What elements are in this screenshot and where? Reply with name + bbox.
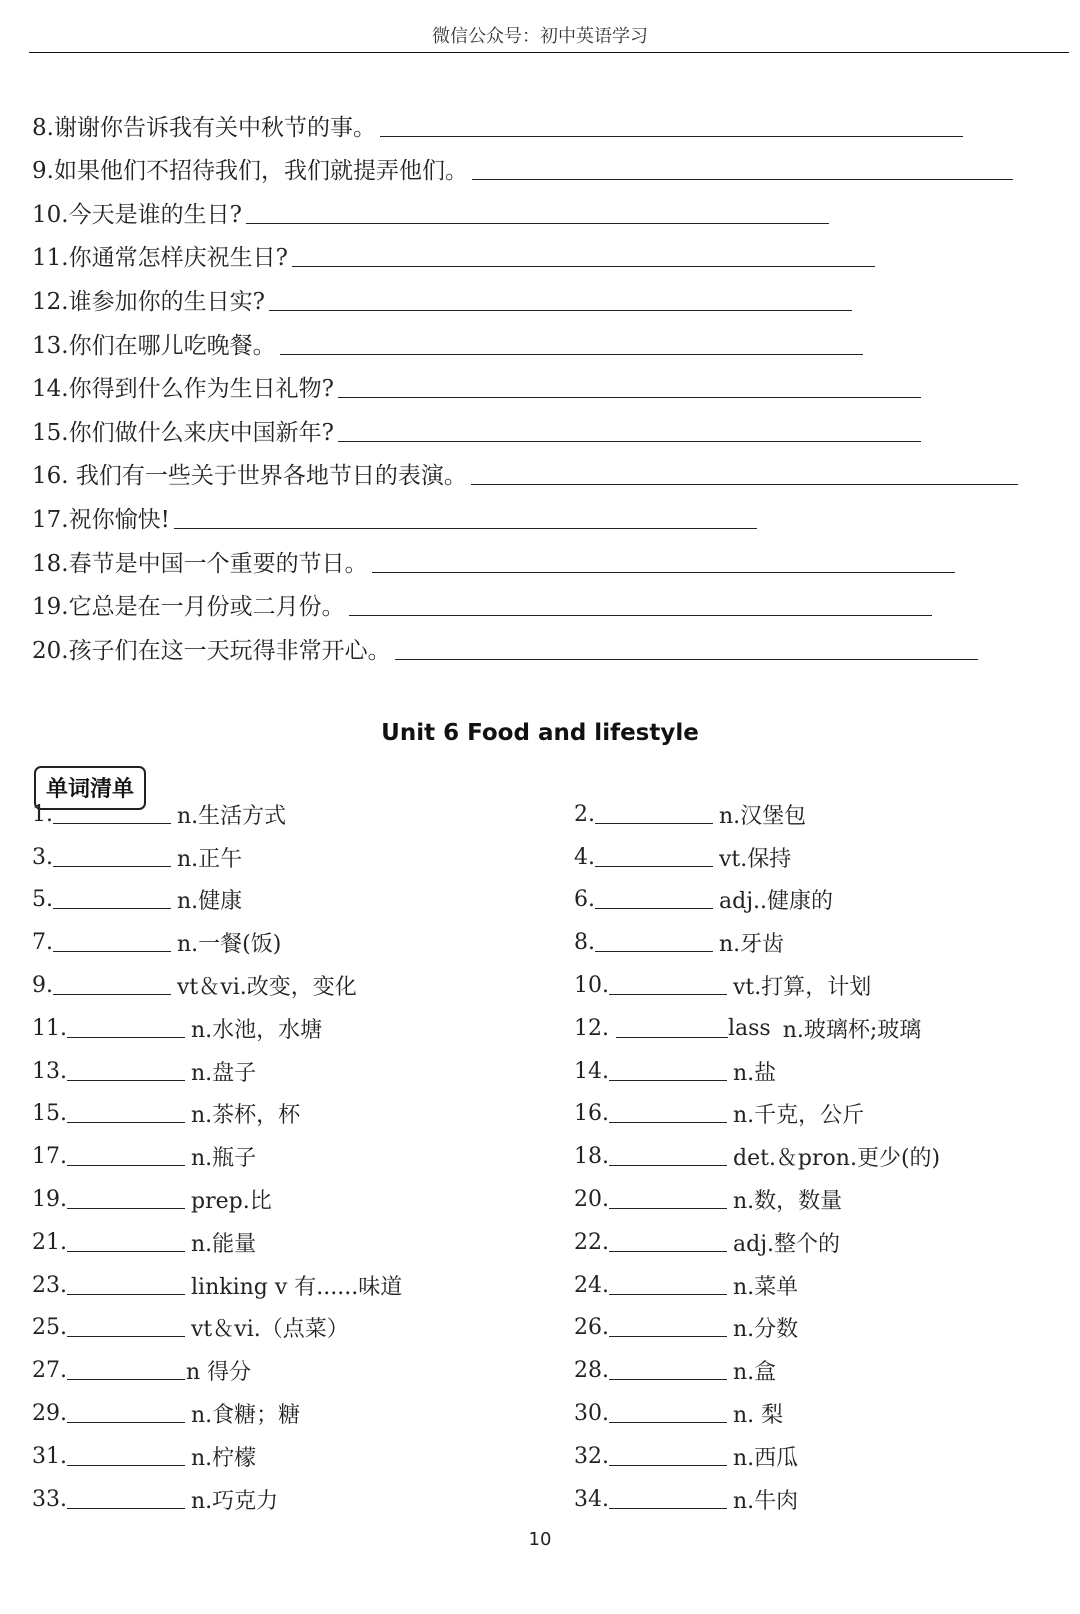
vocab-item: [574, 1349, 1080, 1392]
vocab-blank[interactable]: [67, 1208, 185, 1209]
vocab-blank[interactable]: [67, 1080, 185, 1081]
vocabulary-section-label: 单词清单: [34, 766, 146, 810]
vocab-blank[interactable]: [609, 1208, 727, 1209]
vocab-item: [574, 1264, 1080, 1307]
vocab-blank[interactable]: [67, 1251, 185, 1252]
vocab-number: 19.: [32, 1187, 67, 1213]
vocab-number: 7.: [32, 930, 53, 956]
vocab-blank[interactable]: [67, 1294, 185, 1295]
vocab-blank[interactable]: [595, 823, 713, 824]
vocab-blank[interactable]: [67, 1037, 185, 1038]
vocab-gloss: adj.整个的: [733, 1231, 841, 1257]
vocab-blank[interactable]: [609, 1251, 727, 1252]
sentence-item: [32, 490, 1072, 534]
vocab-blank[interactable]: [67, 1336, 185, 1337]
vocab-number: 27.: [32, 1358, 67, 1384]
vocab-number: 29.: [32, 1401, 67, 1427]
vocab-number: 11.: [32, 1015, 67, 1041]
sentence-item: [32, 272, 1072, 316]
vocab-number: 22.: [574, 1229, 609, 1255]
vocab-number: 8.: [574, 930, 595, 956]
vocab-item: [574, 1307, 1080, 1350]
vocab-blank[interactable]: [67, 1508, 185, 1509]
vocab-blank[interactable]: [609, 1465, 727, 1466]
vocab-number: 30.: [574, 1401, 609, 1427]
answer-blank[interactable]: [471, 484, 1018, 485]
vocab-gloss: linking v 有......味道: [191, 1274, 403, 1300]
vocab-item: [32, 1264, 552, 1307]
vocab-item: [574, 1478, 1080, 1521]
vocab-number: 18.: [574, 1144, 609, 1170]
vocab-item: [574, 964, 1080, 1007]
vocab-gloss: n.盐: [733, 1060, 777, 1086]
vocab-gloss: n.分数: [733, 1317, 799, 1343]
vocab-gloss: n.菜单: [733, 1274, 799, 1300]
answer-blank[interactable]: [338, 397, 921, 398]
vocab-blank[interactable]: [609, 1508, 727, 1509]
vocab-gloss: n 得分: [186, 1360, 252, 1386]
vocab-gloss: n.巧克力: [191, 1488, 279, 1514]
vocab-blank[interactable]: [616, 1037, 728, 1038]
vocab-item: [32, 836, 552, 879]
vocab-gloss: n.牙齿: [719, 932, 785, 958]
vocab-gloss: n.牛肉: [733, 1488, 799, 1514]
vocab-blank[interactable]: [609, 1294, 727, 1295]
vocab-item: [32, 1435, 552, 1478]
vocab-number: 34.: [574, 1486, 609, 1512]
sentence-item: [32, 229, 1072, 273]
vocab-blank[interactable]: [609, 1165, 727, 1166]
vocab-blank[interactable]: [609, 1122, 727, 1123]
sentence-text: 9.如果他们不招待我们，我们就提弄他们。: [32, 158, 468, 185]
vocab-item: [32, 879, 552, 922]
vocab-blank[interactable]: [67, 1379, 185, 1380]
vocab-item: [574, 793, 1080, 836]
vocab-blank[interactable]: [53, 866, 171, 867]
answer-blank[interactable]: [380, 136, 963, 137]
vocab-gloss: n.能量: [191, 1231, 257, 1257]
vocab-number: 32.: [574, 1443, 609, 1469]
vocab-item: [32, 1007, 552, 1050]
answer-blank[interactable]: [174, 528, 757, 529]
vocab-item: [32, 1307, 552, 1350]
vocab-gloss: n.生活方式: [177, 803, 287, 829]
sentence-text: 8.谢谢你告诉我有关中秋节的事。: [32, 114, 376, 141]
vocab-gloss: n.盒: [733, 1360, 777, 1386]
sentence-item: [32, 534, 1072, 578]
vocab-gloss: n.水池，水塘: [191, 1017, 323, 1043]
vocab-number: 28.: [574, 1358, 609, 1384]
vocab-number: 1.: [32, 801, 53, 827]
vocab-item: [32, 921, 552, 964]
vocab-blank[interactable]: [53, 908, 171, 909]
vocab-gloss: n.汉堡包: [719, 803, 807, 829]
vocab-gloss: vt.打算，计划: [733, 975, 872, 1001]
answer-blank[interactable]: [280, 354, 863, 355]
vocab-item: [574, 921, 1080, 964]
vocab-item: [32, 1135, 552, 1178]
vocab-gloss: n.柠檬: [191, 1445, 257, 1471]
sentence-item: [32, 142, 1072, 186]
sentence-text: 20.孩子们在这一天玩得非常开心。: [32, 637, 391, 664]
vocab-gloss: vt＆vi.（点菜）: [191, 1317, 349, 1343]
vocab-item: [574, 1135, 1080, 1178]
vocab-number: 23.: [32, 1272, 67, 1298]
vocab-blank[interactable]: [67, 1465, 185, 1466]
vocab-item: [32, 1093, 552, 1136]
vocab-number: 31.: [32, 1443, 67, 1469]
vocabulary-column-right: [574, 793, 1080, 1521]
sentence-text: 17.祝你愉快!: [32, 506, 170, 533]
vocab-gloss: n.正午: [177, 846, 243, 872]
vocab-item: [574, 1392, 1080, 1435]
vocab-word-suffix: lass: [727, 1015, 771, 1041]
vocab-number: 21.: [32, 1229, 67, 1255]
page-number: 10: [528, 1529, 552, 1550]
vocab-gloss: n.数，数量: [733, 1189, 843, 1215]
vocab-item: [574, 1178, 1080, 1221]
vocab-blank[interactable]: [609, 1080, 727, 1081]
vocab-number: 17.: [32, 1144, 67, 1170]
vocab-item: [32, 1221, 552, 1264]
vocab-number: 15.: [32, 1101, 67, 1127]
sentence-item: [32, 621, 1072, 665]
vocab-number: 2.: [574, 801, 595, 827]
sentence-text: 13.你们在哪儿吃晚餐。: [32, 332, 276, 359]
vocab-gloss: n. 梨: [733, 1403, 784, 1429]
sentence-text: 12.谁参加你的生日实?: [32, 288, 265, 315]
vocab-gloss: n.食糖；糖: [191, 1403, 301, 1429]
answer-blank[interactable]: [269, 310, 852, 311]
sentence-item: [32, 447, 1072, 491]
vocab-blank[interactable]: [595, 908, 713, 909]
vocab-gloss: n.一餐(饭): [177, 932, 282, 958]
answer-blank[interactable]: [338, 441, 921, 442]
vocab-blank[interactable]: [595, 951, 713, 952]
vocab-number: 12.: [574, 1015, 616, 1041]
vocab-gloss: n.健康: [177, 889, 243, 915]
sentence-text: 16. 我们有一些关于世界各地节日的表演。: [32, 463, 467, 490]
sentence-text: 10.今天是谁的生日?: [32, 201, 242, 228]
vocab-item: [32, 1050, 552, 1093]
vocab-number: 25.: [32, 1315, 67, 1341]
vocab-gloss: det.＆pron.更少(的): [733, 1146, 941, 1172]
sentence-text: 18.春节是中国一个重要的节日。: [32, 550, 368, 577]
vocab-number: 9.: [32, 973, 53, 999]
answer-blank[interactable]: [246, 223, 829, 224]
vocab-blank[interactable]: [53, 951, 171, 952]
sentence-item: [32, 185, 1072, 229]
vocab-blank[interactable]: [67, 1165, 185, 1166]
vocab-blank[interactable]: [53, 823, 171, 824]
answer-blank[interactable]: [395, 659, 978, 660]
vocab-item: [32, 793, 552, 836]
sentence-text: 15.你们做什么来庆中国新年?: [32, 419, 334, 446]
vocab-gloss: vt＆vi.改变，变化: [177, 975, 357, 1001]
sentence-text: 11.你通常怎样庆祝生日?: [32, 245, 288, 272]
sentence-text: 19.它总是在一月份或二月份。: [32, 594, 345, 621]
answer-blank[interactable]: [292, 266, 875, 267]
header-divider: [29, 52, 1069, 53]
answer-blank[interactable]: [372, 572, 955, 573]
vocab-blank[interactable]: [609, 994, 727, 995]
vocab-blank[interactable]: [595, 866, 713, 867]
vocab-number: 13.: [32, 1058, 67, 1084]
vocab-gloss: prep.比: [191, 1189, 272, 1215]
vocab-number: 16.: [574, 1101, 609, 1127]
vocab-number: 20.: [574, 1187, 609, 1213]
vocab-item: [32, 1178, 552, 1221]
vocab-blank[interactable]: [609, 1336, 727, 1337]
vocab-blank[interactable]: [53, 994, 171, 995]
vocab-gloss: vt.保持: [719, 846, 792, 872]
vocab-gloss: n.盘子: [191, 1060, 257, 1086]
vocab-item: [574, 1435, 1080, 1478]
vocab-number: 14.: [574, 1058, 609, 1084]
vocab-item: [32, 964, 552, 1007]
sentence-item: [32, 578, 1072, 622]
sentence-item: [32, 403, 1072, 447]
vocab-number: 26.: [574, 1315, 609, 1341]
vocab-gloss: adj..健康的: [719, 889, 834, 915]
vocab-item: [574, 1007, 1080, 1050]
vocab-number: 3.: [32, 844, 53, 870]
vocab-item: [32, 1349, 552, 1392]
sentence-item: [32, 316, 1072, 360]
vocab-item: [32, 1392, 552, 1435]
vocab-number: 6.: [574, 887, 595, 913]
vocab-blank[interactable]: [609, 1379, 727, 1380]
vocab-blank[interactable]: [609, 1422, 727, 1423]
vocab-item: [574, 1050, 1080, 1093]
vocab-number: 5.: [32, 887, 53, 913]
vocab-item: [32, 1478, 552, 1521]
vocab-gloss: n.玻璃杯;玻璃: [782, 1017, 922, 1043]
sentence-text: 14.你得到什么作为生日礼物?: [32, 376, 334, 403]
vocabulary-column-left: [32, 793, 552, 1521]
vocab-item: [574, 836, 1080, 879]
page-header: 微信公众号：初中英语学习: [432, 26, 648, 47]
vocab-number: 10.: [574, 973, 609, 999]
vocab-blank[interactable]: [67, 1422, 185, 1423]
vocab-item: [574, 879, 1080, 922]
answer-blank[interactable]: [349, 615, 932, 616]
translation-exercise: [32, 98, 1072, 665]
vocab-gloss: n.千克，公斤: [733, 1103, 865, 1129]
sentence-item: [32, 98, 1072, 142]
vocab-number: 24.: [574, 1272, 609, 1298]
vocab-item: [574, 1093, 1080, 1136]
vocab-number: 33.: [32, 1486, 67, 1512]
vocab-gloss: n.西瓜: [733, 1445, 799, 1471]
vocab-item: [574, 1221, 1080, 1264]
answer-blank[interactable]: [472, 179, 1013, 180]
vocab-number: 4.: [574, 844, 595, 870]
unit-title: Unit 6 Food and lifestyle: [381, 720, 699, 746]
sentence-item: [32, 360, 1072, 404]
vocab-gloss: n.茶杯，杯: [191, 1103, 301, 1129]
vocab-gloss: n.瓶子: [191, 1146, 257, 1172]
vocab-blank[interactable]: [67, 1122, 185, 1123]
